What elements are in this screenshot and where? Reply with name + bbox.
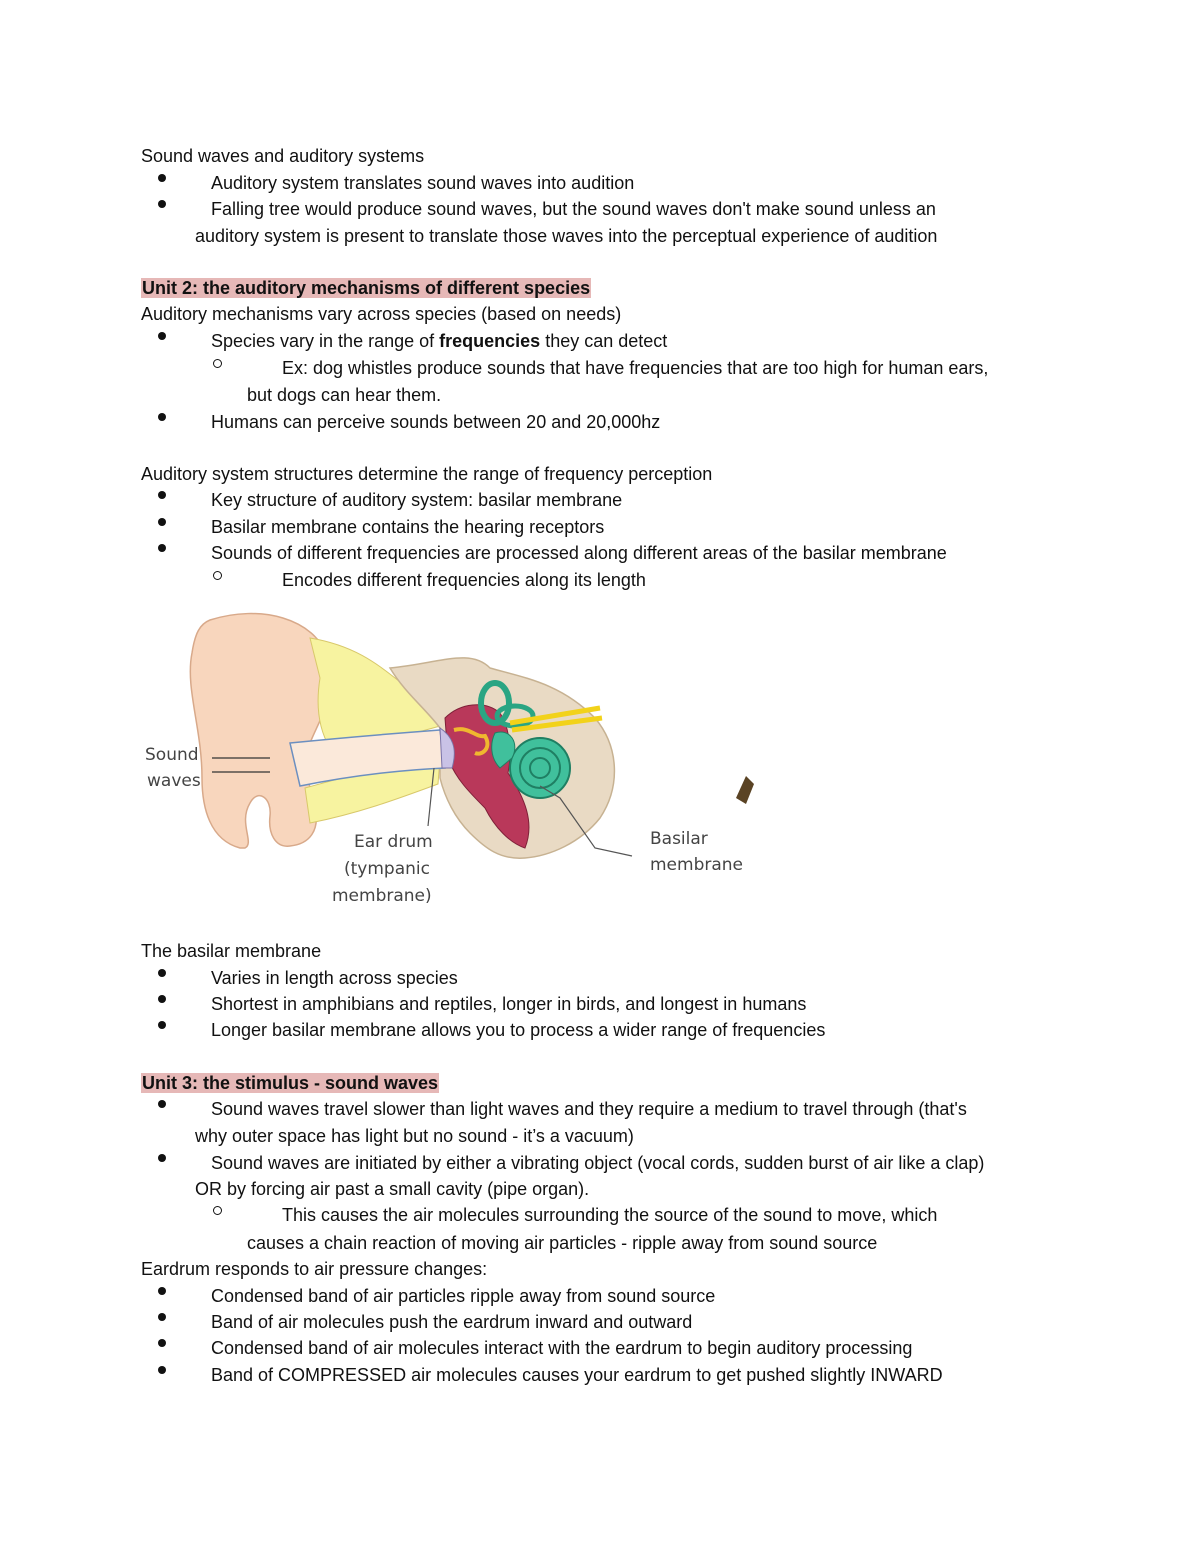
list-item: Humans can perceive sounds between 20 and 20,000hz [211, 412, 661, 432]
list-item-continuation: auditory system is present to translate those waves into the perceptual experience of audition [195, 226, 938, 246]
list-item: Falling tree would produce sound waves, but the sound waves don't make sound unless an [211, 199, 936, 219]
subheading: Auditory mechanisms vary across species (based on needs) [141, 304, 622, 324]
list-item: Auditory system translates sound waves into audition [211, 173, 635, 193]
highlighted-heading: Unit 2: the auditory mechanisms of different species [142, 278, 591, 298]
label-waves: waves [147, 771, 201, 791]
decoration-shape [736, 776, 754, 804]
bullet-icon [158, 491, 166, 499]
list-item-continuation: why outer space has light but no sound - it’s a vacuum) [195, 1126, 634, 1146]
section-heading: Sound waves and auditory systems [141, 146, 425, 166]
bullet-icon [158, 174, 166, 182]
list-item: Band of air molecules push the eardrum inward and outward [211, 1312, 693, 1332]
list-item: Sound waves are initiated by either a vibrating object (vocal cords, sudden burst of air like a clap) [211, 1153, 985, 1173]
subheading: Eardrum responds to air pressure changes: [141, 1259, 488, 1279]
bullet-icon [158, 413, 166, 421]
bullet-icon [158, 1339, 166, 1347]
list-item: Sounds of different frequencies are processed along different areas of the basilar membrane [211, 543, 947, 563]
list-item: Condensed band of air molecules interact with the eardrum to begin auditory processing [211, 1338, 913, 1358]
bullet-icon [158, 544, 166, 552]
bullet-icon [158, 1100, 166, 1108]
list-item: Condensed band of air particles ripple away from sound source [211, 1286, 716, 1306]
highlighted-heading: Unit 3: the stimulus - sound waves [142, 1073, 439, 1093]
label-sound: Sound [145, 745, 199, 765]
unit-3-heading [141, 1070, 439, 1096]
label-basilar: Basilar [650, 829, 708, 849]
sub-list-item: Encodes different frequencies along its length [282, 570, 646, 590]
text-run: Species vary in the range of [211, 331, 440, 351]
bullet-icon [158, 200, 166, 208]
list-item [211, 328, 667, 354]
ear-diagram [140, 608, 760, 908]
sub-bullet-icon [213, 571, 222, 580]
sub-list-item-continuation: causes a chain reaction of moving air particles - ripple away from sound source [247, 1233, 878, 1253]
bullet-icon [158, 995, 166, 1003]
list-item: Shortest in amphibians and reptiles, longer in birds, and longest in humans [211, 994, 807, 1014]
section-heading: The basilar membrane [141, 941, 322, 961]
label-basilar-membrane: membrane [650, 855, 744, 875]
list-item: Sound waves travel slower than light waves and they require a medium to travel through (that's [211, 1099, 967, 1119]
sub-list-item-continuation: but dogs can hear them. [247, 385, 442, 405]
bullet-icon [158, 1021, 166, 1029]
sub-list-item: Ex: dog whistles produce sounds that have frequencies that are too high for human ears, [282, 358, 989, 378]
bullet-icon [158, 1154, 166, 1162]
bullet-icon [158, 1366, 166, 1374]
label-tympanic: (tympanic [344, 859, 430, 879]
list-item: Basilar membrane contains the hearing receptors [211, 517, 605, 537]
sub-bullet-icon [213, 1206, 222, 1215]
text-run: they can detect [540, 331, 668, 351]
list-item: Longer basilar membrane allows you to process a wider range of frequencies [211, 1020, 826, 1040]
bold-term: frequencies [439, 331, 541, 351]
bullet-icon [158, 1287, 166, 1295]
list-item: Key structure of auditory system: basilar membrane [211, 490, 623, 510]
list-item: Varies in length across species [211, 968, 458, 988]
list-item: Band of COMPRESSED air molecules causes your eardrum to get pushed slightly INWARD [211, 1365, 943, 1385]
list-item-continuation: OR by forcing air past a small cavity (pipe organ). [195, 1179, 590, 1199]
bullet-icon [158, 332, 166, 340]
label-membrane: membrane) [332, 886, 432, 906]
sub-bullet-icon [213, 359, 222, 368]
label-ear-drum: Ear drum [354, 832, 433, 852]
bullet-icon [158, 1313, 166, 1321]
unit-2-heading [141, 275, 591, 301]
bullet-icon [158, 518, 166, 526]
sub-list-item: This causes the air molecules surrounding the source of the sound to move, which [282, 1205, 938, 1225]
subheading: Auditory system structures determine the range of frequency perception [141, 464, 713, 484]
bullet-icon [158, 969, 166, 977]
